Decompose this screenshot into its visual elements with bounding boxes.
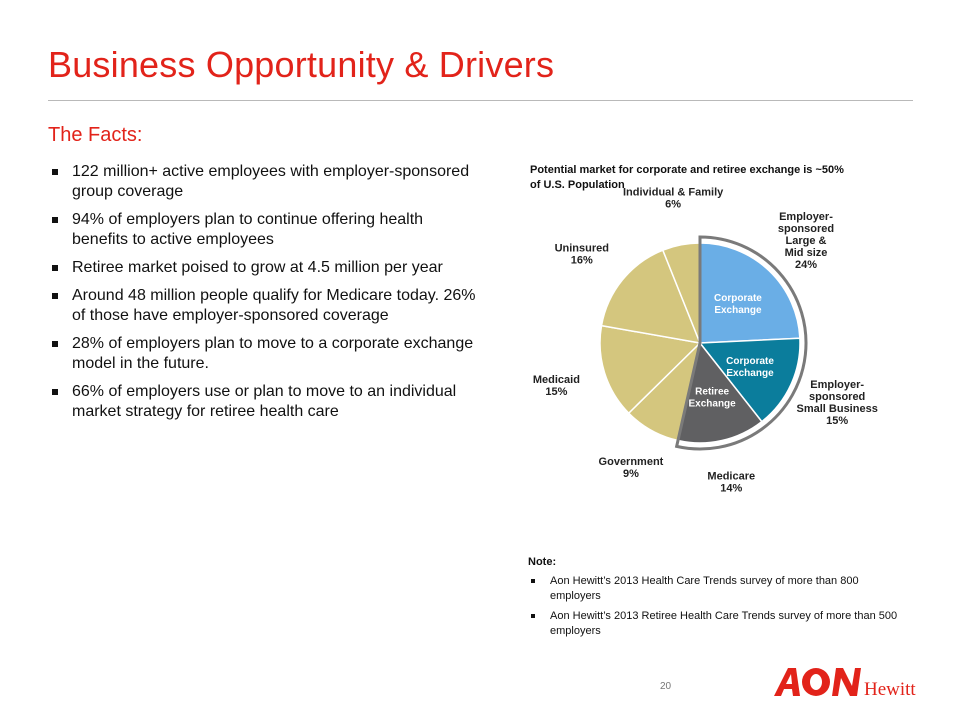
chart-title-line: of U.S. Population: [530, 179, 625, 191]
slice-category-label: Employer-: [779, 211, 833, 224]
fact-item: [52, 334, 482, 374]
pie-slices: [600, 237, 806, 449]
slice-inner-label: Exchange: [688, 398, 736, 410]
slice-category-label: sponsored: [809, 390, 866, 403]
fact-item: [52, 258, 482, 278]
note-item: [528, 609, 898, 639]
slice-category-label: Individual & Family: [623, 186, 724, 199]
slice-value-label: 24%: [794, 259, 818, 272]
facts-list: [52, 162, 482, 430]
bullet-icon: [52, 341, 58, 347]
svg-text:Hewitt: Hewitt: [864, 679, 916, 700]
slice-category-label: Uninsured: [554, 242, 609, 255]
fact-item: [52, 210, 482, 250]
slice-inner-label: Exchange: [726, 367, 774, 379]
bullet-icon: [531, 579, 535, 583]
note-section: [528, 556, 898, 644]
slice-value-label: 15%: [826, 414, 849, 427]
aon-hewitt-logo: [770, 662, 920, 702]
note-item: [528, 574, 898, 604]
bullet-icon: [531, 614, 535, 618]
slice-category-label: Large &: [785, 235, 827, 248]
bullet-icon: [52, 169, 58, 175]
chart-title-line: Potential market for corporate and retiree exchange is ~50%: [530, 164, 844, 176]
title-divider: [48, 100, 913, 101]
bullet-icon: [52, 293, 58, 299]
fact-text: Around 48 million people qualify for Medicare today. 26% of those have employer-sponsored coverage: [72, 287, 476, 324]
fact-item: [52, 382, 482, 422]
fact-text: Retiree market poised to grow at 4.5 million per year: [72, 259, 443, 276]
page-number: 20: [660, 681, 672, 692]
slice-category-label: Small Business: [796, 402, 878, 415]
slice-inner-label: Exchange: [714, 305, 762, 317]
slice-category-label: Mid size: [784, 247, 828, 260]
facts-heading: The Facts:: [48, 124, 143, 146]
slice-category-label: Government: [598, 456, 664, 469]
slice-value-label: 9%: [623, 468, 639, 481]
fact-text: 66% of employers use or plan to move to an individual market strategy for retiree health care: [72, 383, 457, 420]
note-heading: Note:: [528, 556, 557, 568]
slice-value-label: 14%: [720, 482, 743, 495]
slice-category-label: Medicare: [707, 470, 756, 483]
fact-item: [52, 162, 482, 202]
slide-title: Business Opportunity & Drivers: [48, 44, 555, 85]
fact-text: 94% of employers plan to continue offering health benefits to active employees: [72, 211, 424, 248]
fact-item: [52, 286, 482, 326]
market-pie-chart: [520, 155, 940, 495]
note-text: Aon Hewitt’s 2013 Health Care Trends survey of more than 800 employers: [550, 575, 859, 602]
slice-category-label: Medicaid: [532, 374, 580, 387]
slice-inner-label: Corporate: [714, 293, 762, 305]
slice-value-label: 16%: [570, 254, 593, 267]
bullet-icon: [52, 217, 58, 223]
slice-inner-label: Corporate: [726, 355, 774, 367]
slice-value-label: 6%: [665, 198, 682, 211]
slice-inner-label: Retiree: [695, 386, 730, 398]
slice-category-label: sponsored: [777, 223, 835, 236]
fact-text: 122 million+ active employees with employer-sponsored group coverage: [72, 163, 470, 200]
slice-value-label: 15%: [545, 386, 568, 399]
note-list: [528, 574, 898, 639]
bullet-icon: [52, 265, 58, 271]
fact-text: 28% of employers plan to move to a corporate exchange model in the future.: [72, 335, 474, 372]
slice-category-label: Employer-: [810, 378, 865, 391]
note-text: Aon Hewitt’s 2013 Retiree Health Care Trends survey of more than 500 employers: [550, 610, 898, 637]
bullet-icon: [52, 389, 58, 395]
